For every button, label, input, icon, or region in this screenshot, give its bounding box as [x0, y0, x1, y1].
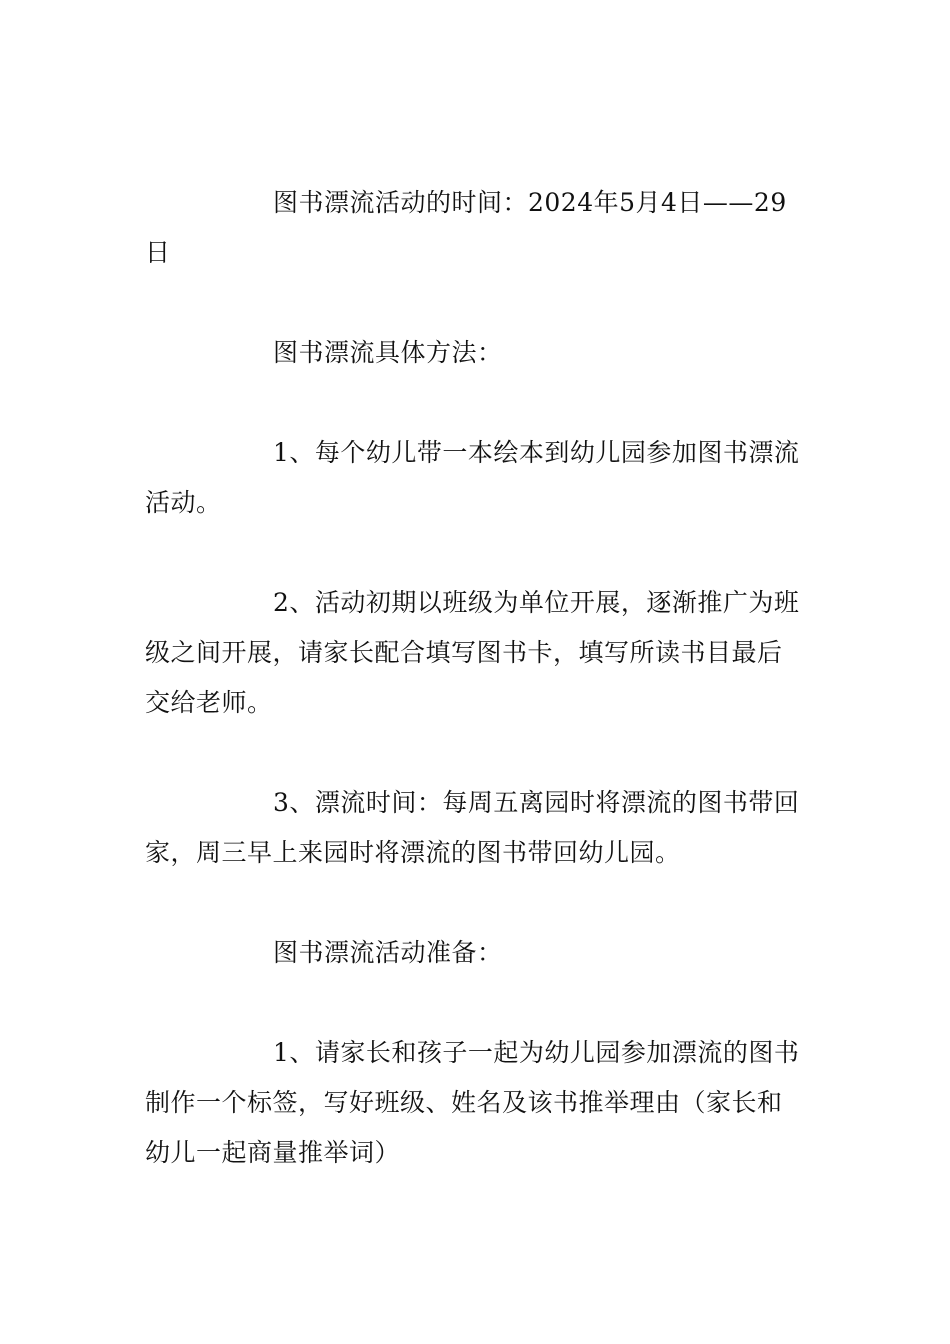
paragraph-preparation-heading: 图书漂流活动准备：	[273, 938, 503, 967]
paragraph-preparation-1: 1、请家长和孩子一起为幼儿园参加漂流的图书制作一个标签，写好班级、姓名及该书推举理由（家长和幼儿一起商量推举词）	[145, 1038, 800, 1167]
paragraph-method-3: 3、漂流时间：每周五离园时将漂流的图书带回家，周三早上来园时将漂流的图书带回幼儿园。	[145, 788, 800, 867]
paragraph-activity-time: 图书漂流活动的时间：2024年5月4日——29日	[145, 188, 787, 267]
paragraph-method-2: 2、活动初期以班级为单位开展，逐渐推广为班级之间开展，请家长配合填写图书卡，填写所读书目最后交给老师。	[145, 588, 800, 717]
paragraph-method-1: 1、每个幼儿带一本绘本到幼儿园参加图书漂流活动。	[145, 438, 800, 517]
paragraph-method-heading: 图书漂流具体方法：	[273, 338, 503, 367]
document-body	[145, 178, 807, 1178]
